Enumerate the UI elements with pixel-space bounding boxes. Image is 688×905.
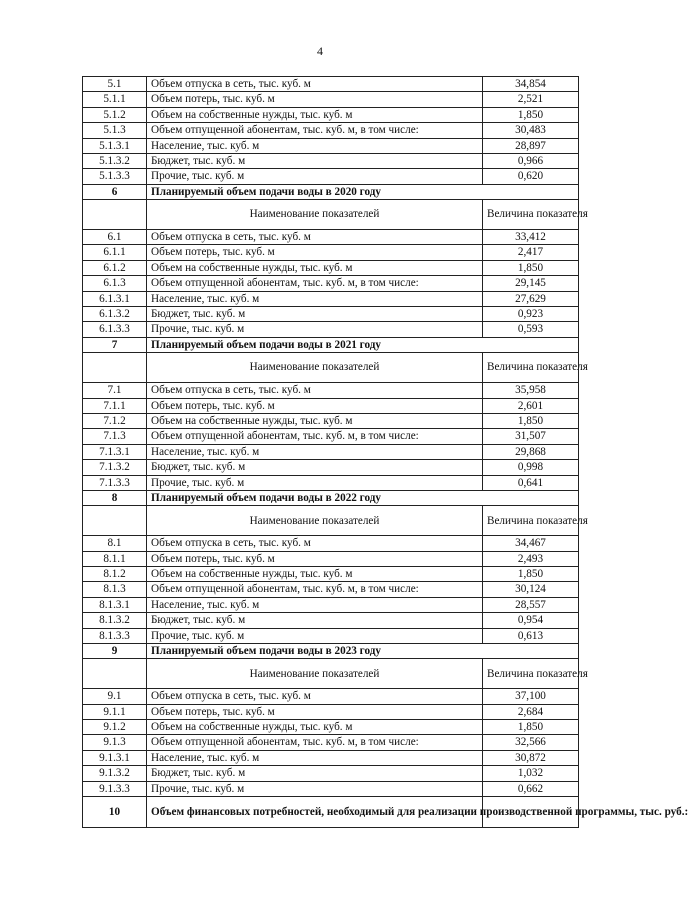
table-row — [83, 92, 579, 107]
table-row — [83, 781, 579, 796]
row-name: Объем на собственные нужды, тыс. куб. м — [147, 566, 483, 581]
row-number: 7.1.3.2 — [83, 460, 147, 475]
row-name: Объем потерь, тыс. куб. м — [147, 398, 483, 413]
row-number: 8.1.3.1 — [83, 597, 147, 612]
section-title: Планируемый объем подачи воды в 2022 году — [147, 490, 579, 505]
row-value: 1,850 — [483, 566, 579, 581]
row-name: Объем на собственные нужды, тыс. куб. м — [147, 413, 483, 428]
row-name: Объем отпуска в сеть, тыс. куб. м — [147, 689, 483, 704]
section-number: 8 — [83, 490, 147, 505]
row-value: 0,662 — [483, 781, 579, 796]
row-number: 8.1.3 — [83, 582, 147, 597]
column-header-row — [83, 200, 579, 230]
row-number: 8.1.1 — [83, 551, 147, 566]
row-name: Объем потерь, тыс. куб. м — [147, 245, 483, 260]
section-heading-row — [83, 490, 579, 505]
row-number: 7.1.3 — [83, 429, 147, 444]
table-row — [83, 750, 579, 765]
row-name: Прочие, тыс. куб. м — [147, 781, 483, 796]
row-name: Объем отпущенной абонентам, тыс. куб. м, в том числе: — [147, 276, 483, 291]
row-number: 7.1.2 — [83, 413, 147, 428]
row-name: Объем потерь, тыс. куб. м — [147, 704, 483, 719]
table-row — [83, 291, 579, 306]
row-number: 7.1 — [83, 383, 147, 398]
row-value: 0,593 — [483, 322, 579, 337]
row-value: 33,412 — [483, 230, 579, 245]
row-value: 28,557 — [483, 597, 579, 612]
row-name: Объем отпуска в сеть, тыс. куб. м — [147, 230, 483, 245]
row-number: 5.1.3.1 — [83, 138, 147, 153]
table-row — [83, 613, 579, 628]
section-title: Планируемый объем подачи воды в 2020 году — [147, 184, 579, 199]
table-row — [83, 720, 579, 735]
row-value: 35,958 — [483, 383, 579, 398]
row-value: 30,872 — [483, 750, 579, 765]
row-value: 1,850 — [483, 720, 579, 735]
row-value: 28,897 — [483, 138, 579, 153]
row-value: 0,923 — [483, 307, 579, 322]
row-number: 7.1.3.3 — [83, 475, 147, 490]
table-row — [83, 735, 579, 750]
row-name: Объем на собственные нужды, тыс. куб. м — [147, 720, 483, 735]
row-value: 0,620 — [483, 169, 579, 184]
row-value: 0,641 — [483, 475, 579, 490]
row-name: Бюджет, тыс. куб. м — [147, 613, 483, 628]
row-value: 2,521 — [483, 92, 579, 107]
row-name: Объем отпущенной абонентам, тыс. куб. м, в том числе: — [147, 735, 483, 750]
row-name: Объем отпуска в сеть, тыс. куб. м — [147, 383, 483, 398]
row-value: 37,100 — [483, 689, 579, 704]
table-row — [83, 444, 579, 459]
row-number: 6.1.3 — [83, 276, 147, 291]
row-number: 6.1 — [83, 230, 147, 245]
table-row — [83, 429, 579, 444]
header-blank-cell — [83, 659, 147, 689]
column-header-name: Наименование показателей — [147, 506, 483, 536]
table-row — [83, 536, 579, 551]
column-header-name: Наименование показателей — [147, 200, 483, 230]
column-header-value: Величина показателя — [483, 353, 579, 383]
table-row — [83, 628, 579, 643]
table-row — [83, 245, 579, 260]
row-value: 2,601 — [483, 398, 579, 413]
section-heading-row — [83, 184, 579, 199]
row-number: 9.1.3.1 — [83, 750, 147, 765]
row-value: 1,032 — [483, 766, 579, 781]
row-value: 30,124 — [483, 582, 579, 597]
table-row — [83, 475, 579, 490]
row-name: Объем отпущенной абонентам, тыс. куб. м, в том числе: — [147, 123, 483, 138]
row-number: 8.1 — [83, 536, 147, 551]
table-row — [83, 154, 579, 169]
row-value: 34,467 — [483, 536, 579, 551]
row-number: 9.1 — [83, 689, 147, 704]
row-name: Объем отпущенной абонентам, тыс. куб. м, в том числе: — [147, 429, 483, 444]
row-name: Прочие, тыс. куб. м — [147, 322, 483, 337]
row-number: 5.1.2 — [83, 107, 147, 122]
table-row — [83, 582, 579, 597]
row-name: Объем отпущенной абонентам, тыс. куб. м, в том числе: — [147, 582, 483, 597]
row-number: 6.1.3.1 — [83, 291, 147, 306]
row-value: 0,613 — [483, 628, 579, 643]
table-row — [83, 398, 579, 413]
row-name: Прочие, тыс. куб. м — [147, 169, 483, 184]
row-number: 6.1.2 — [83, 260, 147, 275]
section-number: 7 — [83, 337, 147, 352]
section-heading-row — [83, 643, 579, 658]
row-name: Население, тыс. куб. м — [147, 444, 483, 459]
table-row — [83, 383, 579, 398]
row-value: 2,493 — [483, 551, 579, 566]
row-value: 2,684 — [483, 704, 579, 719]
row-name: Объем отпуска в сеть, тыс. куб. м — [147, 536, 483, 551]
column-header-value: Величина показателя — [483, 659, 579, 689]
row-name: Объем потерь, тыс. куб. м — [147, 551, 483, 566]
table-row — [83, 123, 579, 138]
row-number: 7.1.1 — [83, 398, 147, 413]
header-blank-cell — [83, 200, 147, 230]
table-row — [83, 766, 579, 781]
final-row-number: 10 — [83, 797, 147, 828]
column-header-row — [83, 506, 579, 536]
row-number: 5.1.3 — [83, 123, 147, 138]
row-number: 9.1.3.2 — [83, 766, 147, 781]
table-row — [83, 307, 579, 322]
row-name: Население, тыс. куб. м — [147, 291, 483, 306]
table-row — [83, 276, 579, 291]
indicators-table — [82, 76, 688, 828]
row-name: Объем на собственные нужды, тыс. куб. м — [147, 107, 483, 122]
table-row — [83, 107, 579, 122]
row-number: 5.1.3.3 — [83, 169, 147, 184]
indicators-table-body — [83, 77, 688, 828]
section-title: Планируемый объем подачи воды в 2021 году — [147, 337, 579, 352]
column-header-name: Наименование показателей — [147, 659, 483, 689]
table-row — [83, 260, 579, 275]
row-number: 5.1.3.2 — [83, 154, 147, 169]
row-number: 9.1.3 — [83, 735, 147, 750]
final-row-title: Объем финансовых потребностей, необходимый для реализации производственной программы, тыс. руб.: — [147, 797, 483, 828]
row-value: 0,998 — [483, 460, 579, 475]
table-row — [83, 169, 579, 184]
row-value: 34,854 — [483, 77, 579, 92]
row-name: Объем отпуска в сеть, тыс. куб. м — [147, 77, 483, 92]
row-value: 27,629 — [483, 291, 579, 306]
section-number: 6 — [83, 184, 147, 199]
row-value: 1,850 — [483, 260, 579, 275]
table-row — [83, 460, 579, 475]
row-name: Население, тыс. куб. м — [147, 750, 483, 765]
table-row — [83, 551, 579, 566]
row-number: 6.1.1 — [83, 245, 147, 260]
row-number: 9.1.1 — [83, 704, 147, 719]
row-name: Прочие, тыс. куб. м — [147, 628, 483, 643]
row-number: 8.1.2 — [83, 566, 147, 581]
table-row — [83, 689, 579, 704]
row-value: 1,850 — [483, 413, 579, 428]
row-number: 9.1.2 — [83, 720, 147, 735]
column-header-value: Величина показателя — [483, 200, 579, 230]
row-number: 6.1.3.2 — [83, 307, 147, 322]
row-name: Население, тыс. куб. м — [147, 138, 483, 153]
row-value: 32,566 — [483, 735, 579, 750]
row-name: Объем на собственные нужды, тыс. куб. м — [147, 260, 483, 275]
table-row — [83, 138, 579, 153]
section-title: Планируемый объем подачи воды в 2023 году — [147, 643, 579, 658]
row-value: 29,868 — [483, 444, 579, 459]
table-row — [83, 704, 579, 719]
row-name: Бюджет, тыс. куб. м — [147, 154, 483, 169]
column-header-value: Величина показателя — [483, 506, 579, 536]
header-blank-cell — [83, 353, 147, 383]
row-name: Объем потерь, тыс. куб. м — [147, 92, 483, 107]
row-name: Население, тыс. куб. м — [147, 597, 483, 612]
page-number: 4 — [317, 44, 323, 58]
section-number: 9 — [83, 643, 147, 658]
row-value: 30,483 — [483, 123, 579, 138]
table-row — [83, 566, 579, 581]
row-value: 2,417 — [483, 245, 579, 260]
row-name: Бюджет, тыс. куб. м — [147, 460, 483, 475]
table-row — [83, 230, 579, 245]
row-value: 0,954 — [483, 613, 579, 628]
row-number: 6.1.3.3 — [83, 322, 147, 337]
row-value: 1,850 — [483, 107, 579, 122]
table-row — [83, 322, 579, 337]
table-row — [83, 77, 579, 92]
row-name: Бюджет, тыс. куб. м — [147, 307, 483, 322]
row-number: 8.1.3.2 — [83, 613, 147, 628]
column-header-name: Наименование показателей — [147, 353, 483, 383]
table-row — [83, 597, 579, 612]
row-number: 9.1.3.3 — [83, 781, 147, 796]
row-number: 8.1.3.3 — [83, 628, 147, 643]
final-row — [83, 797, 579, 828]
row-number: 7.1.3.1 — [83, 444, 147, 459]
table-row — [83, 413, 579, 428]
row-value: 29,145 — [483, 276, 579, 291]
row-value: 0,966 — [483, 154, 579, 169]
row-name: Бюджет, тыс. куб. м — [147, 766, 483, 781]
row-name: Прочие, тыс. куб. м — [147, 475, 483, 490]
row-number: 5.1.1 — [83, 92, 147, 107]
header-blank-cell — [83, 506, 147, 536]
section-heading-row — [83, 337, 579, 352]
row-value: 31,507 — [483, 429, 579, 444]
row-number: 5.1 — [83, 77, 147, 92]
column-header-row — [83, 659, 579, 689]
column-header-row — [83, 353, 579, 383]
